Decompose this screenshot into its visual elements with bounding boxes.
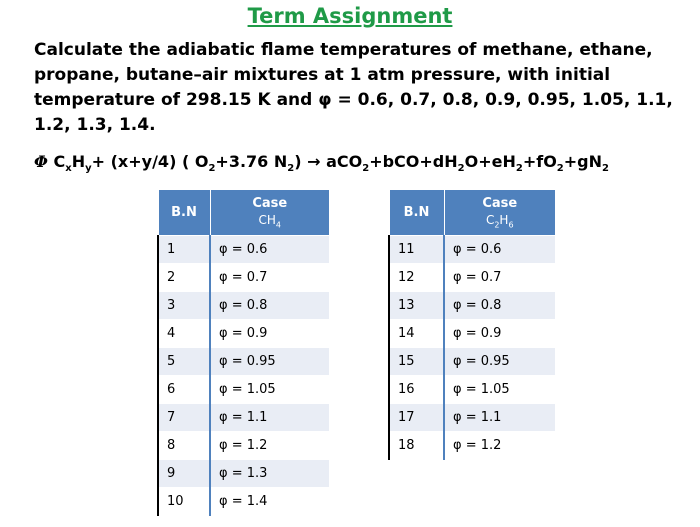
- header-bn: B.N: [389, 190, 444, 236]
- assignment-text: [34, 38, 684, 138]
- table-body: [158, 236, 330, 516]
- table-row: [158, 488, 330, 516]
- header-fuel: $CH_4$: [258, 212, 281, 230]
- row-bn: 9: [158, 460, 210, 488]
- table-row: [158, 264, 330, 292]
- table-row: [389, 348, 556, 376]
- row-bn: 3: [158, 292, 210, 320]
- table-body: [389, 236, 556, 460]
- phi-symbol: Φ: [34, 152, 48, 171]
- row-bn: 6: [158, 376, 210, 404]
- table-row: [158, 432, 330, 460]
- header-bn: B.N: [158, 190, 210, 236]
- row-case: φ = 1.1: [210, 404, 330, 432]
- row-bn: 11: [389, 236, 444, 264]
- header-fuel: $C_2H_6$: [485, 212, 514, 230]
- row-case: φ = 0.6: [444, 236, 556, 264]
- row-bn: 18: [389, 432, 444, 460]
- header-case-label: Case: [482, 195, 518, 211]
- table-row: [158, 236, 330, 264]
- row-case: φ = 0.7: [444, 264, 556, 292]
- row-case: φ = 0.95: [444, 348, 556, 376]
- table-row: [389, 292, 556, 320]
- reaction-equation: [34, 152, 684, 174]
- table-row: [158, 320, 330, 348]
- row-case: φ = 1.2: [444, 432, 556, 460]
- row-case: φ = 0.9: [444, 320, 556, 348]
- row-case: φ = 1.1: [444, 404, 556, 432]
- row-bn: 5: [158, 348, 210, 376]
- table-row: [389, 432, 556, 460]
- table-row: [158, 348, 330, 376]
- row-case: φ = 1.2: [210, 432, 330, 460]
- row-bn: 8: [158, 432, 210, 460]
- row-bn: 14: [389, 320, 444, 348]
- text-line: 1.2, 1.3, 1.4.: [34, 115, 156, 135]
- row-bn: 13: [389, 292, 444, 320]
- row-case: φ = 1.3: [210, 460, 330, 488]
- text-line: temperature of 298.15 K and φ = 0.6, 0.7, 0.8, 0.9, 0.95, 1.05, 1.1,: [34, 90, 673, 110]
- table-row: [389, 264, 556, 292]
- header-case: [444, 190, 556, 236]
- row-bn: 4: [158, 320, 210, 348]
- row-bn: 2: [158, 264, 210, 292]
- table-row: [158, 292, 330, 320]
- text-line: Calculate the adiabatic flame temperatures of methane, ethane,: [34, 40, 653, 60]
- table-row: [389, 236, 556, 264]
- table-row: [158, 460, 330, 488]
- row-bn: 17: [389, 404, 444, 432]
- methane-table: [157, 189, 330, 516]
- row-bn: 16: [389, 376, 444, 404]
- row-case: φ = 0.7: [210, 264, 330, 292]
- page-title: Term Assignment: [247, 4, 453, 28]
- row-bn: 12: [389, 264, 444, 292]
- row-case: φ = 0.95: [210, 348, 330, 376]
- table-row: [389, 320, 556, 348]
- table-row: [389, 376, 556, 404]
- table-row: [158, 404, 330, 432]
- row-case: φ = 0.9: [210, 320, 330, 348]
- row-case: φ = 0.8: [210, 292, 330, 320]
- header-case-label: Case: [252, 195, 288, 211]
- row-case: φ = 1.05: [444, 376, 556, 404]
- header-case: [210, 190, 330, 236]
- row-bn: 7: [158, 404, 210, 432]
- row-case: φ = 0.8: [444, 292, 556, 320]
- equation-text: $C_xH_y+ (x+y/4)$ ( $O_2+3.76$ $N_2) \to aCO_2+bCO+dH_2O+eH_2+fO_2+gN_2$: [53, 152, 609, 175]
- table-row: [389, 404, 556, 432]
- ethane-table: [388, 189, 556, 460]
- text-line: propane, butane–air mixtures at 1 atm pressure, with initial: [34, 65, 611, 85]
- row-bn: 15: [389, 348, 444, 376]
- row-case: φ = 1.4: [210, 488, 330, 516]
- row-bn: 1: [158, 236, 210, 264]
- row-case: φ = 0.6: [210, 236, 330, 264]
- row-case: φ = 1.05: [210, 376, 330, 404]
- row-bn: 10: [158, 488, 210, 516]
- table-row: [158, 376, 330, 404]
